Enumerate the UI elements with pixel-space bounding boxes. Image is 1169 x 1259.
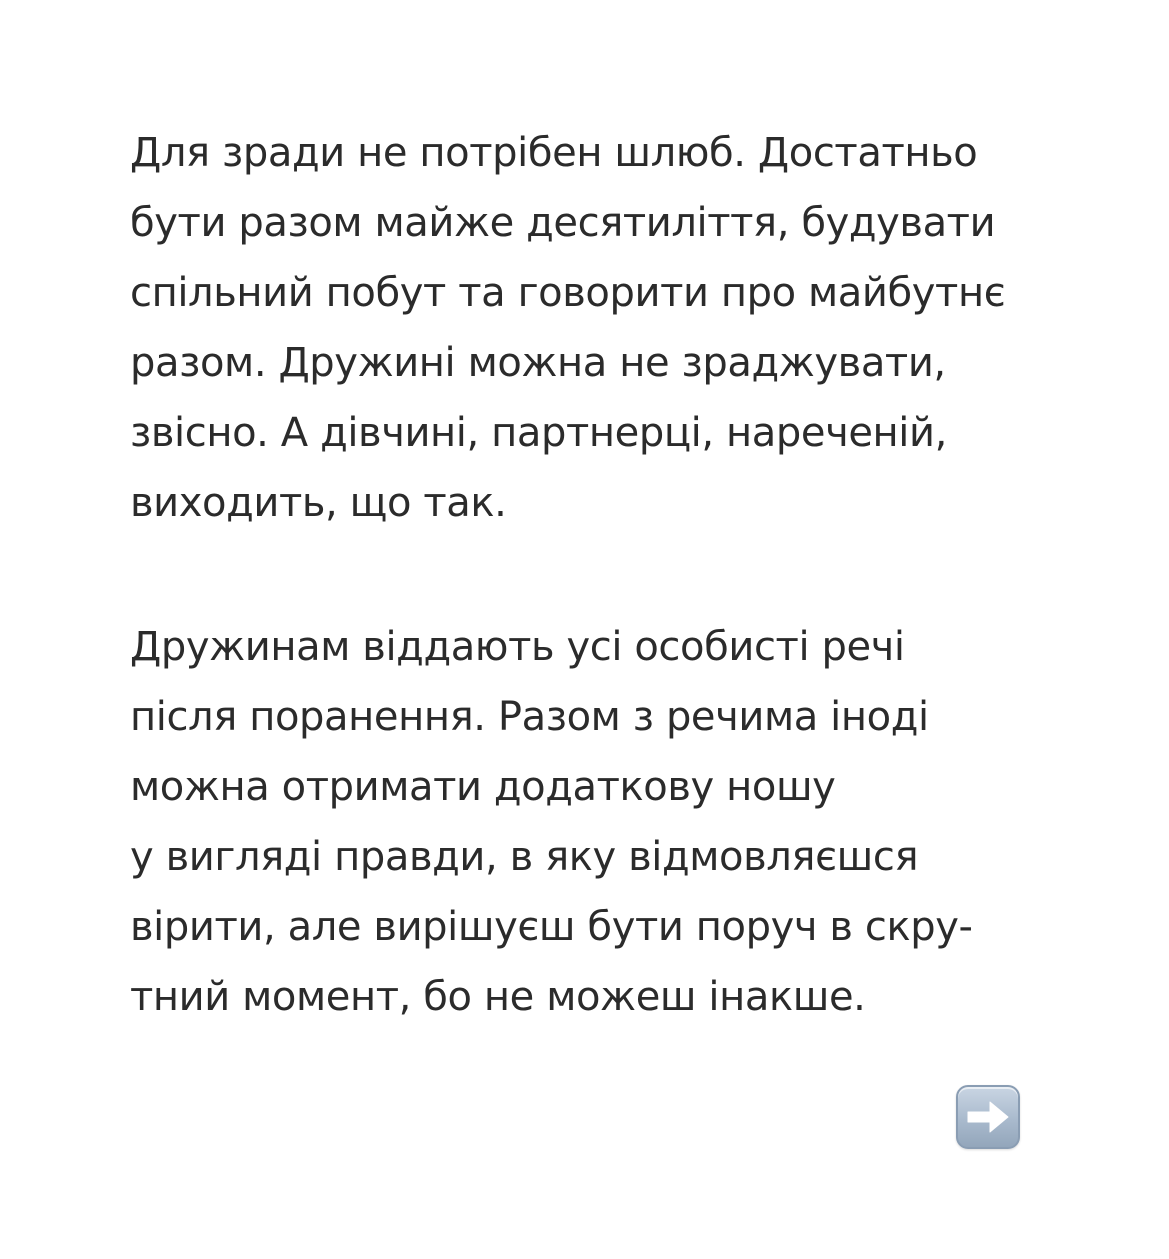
text-line: звісно. А дівчині, партнерці, нареченій,: [130, 410, 947, 456]
text-line: бути разом майже десятиліття, будувати: [130, 200, 996, 246]
paragraph-2: [130, 612, 1090, 1032]
paragraph-1: [130, 118, 1090, 538]
text-line: спільний побут та говорити про майбутнє: [130, 270, 1006, 316]
next-arrow-button[interactable]: [956, 1085, 1020, 1149]
text-line: після поранення. Разом з речима іноді: [130, 694, 929, 740]
text-line: виходить, що так.: [130, 480, 507, 526]
right-arrow-icon: [966, 1099, 1010, 1135]
text-line: Для зради не потрібен шлюб. Достатньо: [130, 130, 978, 176]
text-line: можна отримати додаткову ношу: [130, 764, 836, 810]
text-line: у вигляді правди, в яку відмовляєшся: [130, 834, 919, 880]
text-line: Дружинам віддають усі особисті речі: [130, 624, 905, 670]
text-line: разом. Дружині можна не зраджувати,: [130, 340, 946, 386]
text-line: вірити, але вирішуєш бути поруч в скру-: [130, 904, 973, 950]
text-line: тний момент, бо не можеш інакше.: [130, 974, 866, 1020]
